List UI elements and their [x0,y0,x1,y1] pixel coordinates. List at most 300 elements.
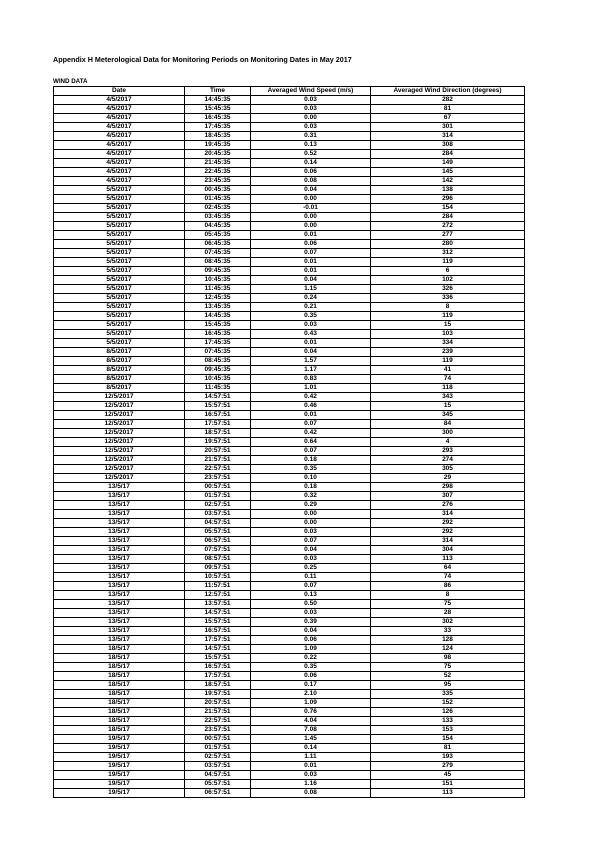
table-row [54,258,525,267]
date-cell: 13/5/17 [54,564,185,573]
table-row [54,177,525,186]
date-cell: 8/5/2017 [54,375,185,384]
wind-speed-cell: 0.07 [251,537,371,546]
wind-speed-cell: 0.07 [251,447,371,456]
wind-speed-cell: 1.11 [251,753,371,762]
table-row [54,663,525,672]
wind-speed-cell: 0.29 [251,501,371,510]
wind-direction-cell: 102 [371,276,525,285]
table-row [54,789,525,798]
wind-speed-cell: 0.03 [251,555,371,564]
table-row [54,681,525,690]
table-row [54,429,525,438]
date-cell: 5/5/2017 [54,312,185,321]
wind-direction-cell: 296 [371,195,525,204]
wind-direction-cell: 314 [371,132,525,141]
wind-speed-cell: 0.50 [251,600,371,609]
table-row [54,402,525,411]
wind-speed-cell: 0.18 [251,456,371,465]
date-cell: 18/5/17 [54,663,185,672]
date-cell: 13/5/17 [54,483,185,492]
time-cell: 08:45:35 [185,258,251,267]
date-cell: 18/5/17 [54,717,185,726]
wind-speed-cell: 0.01 [251,339,371,348]
time-cell: 12:57:51 [185,591,251,600]
wind-direction-cell: 119 [371,357,525,366]
date-cell: 19/5/17 [54,762,185,771]
wind-speed-cell: 0.03 [251,771,371,780]
wind-speed-cell: 0.35 [251,312,371,321]
wind-direction-cell: 75 [371,600,525,609]
wind-speed-cell: 0.04 [251,276,371,285]
wind-direction-cell: 154 [371,204,525,213]
time-cell: 13:57:51 [185,600,251,609]
column-header-date: Date [54,87,185,96]
date-cell: 5/5/2017 [54,213,185,222]
date-cell: 8/5/2017 [54,348,185,357]
wind-speed-cell: 0.04 [251,186,371,195]
wind-direction-cell: 308 [371,141,525,150]
table-row [54,609,525,618]
wind-speed-cell: 0.42 [251,393,371,402]
table-row [54,132,525,141]
table-row [54,726,525,735]
time-cell: 07:57:51 [185,546,251,555]
table-row [54,303,525,312]
wind-speed-cell: 0.10 [251,474,371,483]
wind-speed-cell: 0.04 [251,348,371,357]
time-cell: 14:57:51 [185,393,251,402]
table-row [54,294,525,303]
wind-direction-cell: 277 [371,231,525,240]
date-cell: 13/5/17 [54,582,185,591]
wind-direction-cell: 336 [371,294,525,303]
wind-direction-cell: 74 [371,375,525,384]
wind-direction-cell: 307 [371,492,525,501]
time-cell: 10:57:51 [185,573,251,582]
wind-speed-cell: 0.35 [251,663,371,672]
wind-direction-cell: 305 [371,465,525,474]
table-row [54,546,525,555]
wind-speed-cell: 0.03 [251,123,371,132]
wind-speed-cell: 0.39 [251,618,371,627]
wind-direction-cell: 81 [371,744,525,753]
date-cell: 5/5/2017 [54,249,185,258]
wind-speed-cell: 0.76 [251,708,371,717]
date-cell: 4/5/2017 [54,123,185,132]
table-row [54,744,525,753]
wind-direction-cell: 138 [371,186,525,195]
wind-speed-cell: 0.06 [251,672,371,681]
date-cell: 18/5/17 [54,681,185,690]
table-row [54,276,525,285]
wind-speed-cell: 0.07 [251,420,371,429]
time-cell: 10:45:35 [185,276,251,285]
table-row [54,753,525,762]
table-row [54,384,525,393]
wind-speed-cell: 0.06 [251,636,371,645]
date-cell: 4/5/2017 [54,105,185,114]
wind-direction-cell: 81 [371,105,525,114]
time-cell: 09:57:51 [185,564,251,573]
table-row [54,654,525,663]
table-row [54,357,525,366]
table-row [54,573,525,582]
wind-direction-cell: 300 [371,429,525,438]
date-cell: 5/5/2017 [54,186,185,195]
wind-direction-cell: 128 [371,636,525,645]
table-row [54,465,525,474]
wind-direction-cell: 154 [371,735,525,744]
wind-direction-cell: 298 [371,483,525,492]
time-cell: 08:45:35 [185,357,251,366]
time-cell: 17:57:51 [185,672,251,681]
wind-direction-cell: 314 [371,537,525,546]
time-cell: 17:45:35 [185,123,251,132]
date-cell: 4/5/2017 [54,150,185,159]
time-cell: 19:57:51 [185,438,251,447]
date-cell: 18/5/17 [54,708,185,717]
wind-speed-cell: 0.42 [251,429,371,438]
wind-direction-cell: 84 [371,420,525,429]
wind-direction-cell: 292 [371,528,525,537]
time-cell: 15:57:51 [185,618,251,627]
table-row [54,690,525,699]
wind-speed-cell: 0.00 [251,213,371,222]
wind-direction-cell: 301 [371,123,525,132]
time-cell: 04:57:51 [185,519,251,528]
time-cell: 21:57:51 [185,456,251,465]
wind-direction-cell: 33 [371,627,525,636]
table-row [54,519,525,528]
table-row [54,159,525,168]
time-cell: 04:57:51 [185,771,251,780]
time-cell: 12:45:35 [185,294,251,303]
wind-direction-cell: 64 [371,564,525,573]
time-cell: 05:45:35 [185,231,251,240]
wind-direction-cell: 6 [371,267,525,276]
wind-direction-cell: 15 [371,402,525,411]
wind-direction-cell: 142 [371,177,525,186]
wind-speed-cell: 0.22 [251,654,371,663]
time-cell: 17:57:51 [185,420,251,429]
table-header-row [54,87,525,96]
table-row [54,249,525,258]
time-cell: 14:57:51 [185,609,251,618]
wind-direction-cell: 98 [371,654,525,663]
table-row [54,240,525,249]
time-cell: 11:57:51 [185,582,251,591]
table-row [54,168,525,177]
time-cell: 11:45:35 [185,285,251,294]
table-row [54,285,525,294]
wind-speed-cell: 0.07 [251,249,371,258]
wind-direction-cell: 152 [371,699,525,708]
wind-direction-cell: 119 [371,258,525,267]
date-cell: 5/5/2017 [54,303,185,312]
wind-speed-cell: 0.00 [251,195,371,204]
date-cell: 19/5/17 [54,789,185,798]
date-cell: 19/5/17 [54,744,185,753]
wind-speed-cell: 0.21 [251,303,371,312]
table-row [54,312,525,321]
table-row [54,699,525,708]
wind-direction-cell: 52 [371,672,525,681]
date-cell: 19/5/17 [54,780,185,789]
date-cell: 4/5/2017 [54,177,185,186]
table-row [54,393,525,402]
table-row [54,600,525,609]
time-cell: 01:57:51 [185,492,251,501]
wind-speed-cell: 0.04 [251,627,371,636]
wind-direction-cell: 95 [371,681,525,690]
time-cell: 16:57:51 [185,411,251,420]
time-cell: 00:45:35 [185,186,251,195]
table-row [54,582,525,591]
wind-direction-cell: 124 [371,645,525,654]
table-row [54,150,525,159]
wind-direction-cell: 4 [371,438,525,447]
time-cell: 02:57:51 [185,753,251,762]
time-cell: 09:45:35 [185,267,251,276]
time-cell: 14:57:51 [185,645,251,654]
wind-direction-cell: 113 [371,789,525,798]
date-cell: 5/5/2017 [54,330,185,339]
time-cell: 01:57:51 [185,744,251,753]
date-cell: 12/5/2017 [54,474,185,483]
time-cell: 19:45:35 [185,141,251,150]
table-row [54,420,525,429]
table-row [54,411,525,420]
wind-speed-cell: 0.46 [251,402,371,411]
wind-speed-cell: 7.08 [251,726,371,735]
table-row [54,528,525,537]
section-label: WIND DATA [53,78,88,85]
wind-speed-cell: 4.04 [251,717,371,726]
wind-speed-cell: 0.08 [251,177,371,186]
wind-direction-cell: 279 [371,762,525,771]
table-row [54,186,525,195]
wind-speed-cell: 0.03 [251,96,371,105]
wind-direction-cell: 74 [371,573,525,582]
wind-direction-cell: 284 [371,150,525,159]
wind-direction-cell: 314 [371,510,525,519]
date-cell: 12/5/2017 [54,420,185,429]
table-row [54,321,525,330]
wind-speed-cell: 0.32 [251,492,371,501]
time-cell: 06:57:51 [185,789,251,798]
date-cell: 13/5/17 [54,636,185,645]
time-cell: 16:45:35 [185,330,251,339]
table-row [54,537,525,546]
time-cell: 05:57:51 [185,528,251,537]
table-row [54,483,525,492]
time-cell: 10:45:35 [185,375,251,384]
date-cell: 18/5/17 [54,672,185,681]
wind-direction-cell: 145 [371,168,525,177]
date-cell: 13/5/17 [54,537,185,546]
wind-direction-cell: 334 [371,339,525,348]
date-cell: 5/5/2017 [54,240,185,249]
wind-direction-cell: 15 [371,321,525,330]
wind-direction-cell: 45 [371,771,525,780]
time-cell: 23:57:51 [185,726,251,735]
time-cell: 00:57:51 [185,735,251,744]
date-cell: 18/5/17 [54,645,185,654]
date-cell: 5/5/2017 [54,195,185,204]
date-cell: 12/5/2017 [54,393,185,402]
time-cell: 22:57:51 [185,717,251,726]
wind-speed-cell: 0.07 [251,582,371,591]
page-title: Appendix H Meterological Data for Monitoring Periods on Monitoring Dates in May 2017 [53,55,352,64]
wind-direction-cell: 126 [371,708,525,717]
date-cell: 5/5/2017 [54,204,185,213]
wind-direction-cell: 103 [371,330,525,339]
date-cell: 13/5/17 [54,519,185,528]
date-cell: 8/5/2017 [54,357,185,366]
date-cell: 12/5/2017 [54,402,185,411]
wind-speed-cell: 0.13 [251,141,371,150]
time-cell: 22:45:35 [185,168,251,177]
column-header-time: Time [185,87,251,96]
wind-direction-cell: 239 [371,348,525,357]
table-row [54,780,525,789]
wind-speed-cell: 0.52 [251,150,371,159]
time-cell: 09:45:35 [185,366,251,375]
table-row [54,339,525,348]
wind-speed-cell: 0.43 [251,330,371,339]
wind-direction-cell: 133 [371,717,525,726]
wind-direction-cell: 86 [371,582,525,591]
table-row [54,114,525,123]
date-cell: 12/5/2017 [54,465,185,474]
wind-speed-cell: 0.00 [251,114,371,123]
wind-speed-cell: 0.24 [251,294,371,303]
table-row [54,645,525,654]
wind-speed-cell: 0.04 [251,546,371,555]
date-cell: 19/5/17 [54,753,185,762]
table-row [54,123,525,132]
time-cell: 14:45:35 [185,312,251,321]
wind-speed-cell: 0.64 [251,438,371,447]
date-cell: 13/5/17 [54,609,185,618]
table-row [54,771,525,780]
wind-speed-cell: 1.45 [251,735,371,744]
table-row [54,555,525,564]
wind-direction-cell: 293 [371,447,525,456]
wind-speed-cell: 0.01 [251,258,371,267]
date-cell: 12/5/2017 [54,429,185,438]
time-cell: 17:57:51 [185,636,251,645]
table-row [54,717,525,726]
wind-direction-cell: 118 [371,384,525,393]
wind-speed-cell: 0.83 [251,375,371,384]
time-cell: 16:57:51 [185,663,251,672]
time-cell: 00:57:51 [185,483,251,492]
table-row [54,213,525,222]
table-row [54,636,525,645]
date-cell: 13/5/17 [54,492,185,501]
date-cell: 13/5/17 [54,555,185,564]
table-row [54,735,525,744]
wind-direction-cell: 8 [371,303,525,312]
table-row [54,348,525,357]
wind-speed-cell: 0.00 [251,222,371,231]
wind-direction-cell: 29 [371,474,525,483]
wind-direction-cell: 304 [371,546,525,555]
time-cell: 15:45:35 [185,321,251,330]
table-row [54,375,525,384]
wind-direction-cell: 326 [371,285,525,294]
date-cell: 13/5/17 [54,618,185,627]
time-cell: 21:45:35 [185,159,251,168]
table-row [54,510,525,519]
time-cell: 07:45:35 [185,348,251,357]
table-body [54,96,525,798]
date-cell: 5/5/2017 [54,276,185,285]
date-cell: 4/5/2017 [54,132,185,141]
time-cell: 22:57:51 [185,465,251,474]
table-row [54,366,525,375]
column-header-wind-speed: Averaged Wind Speed (m/s) [251,87,371,96]
time-cell: 20:45:35 [185,150,251,159]
date-cell: 4/5/2017 [54,159,185,168]
wind-direction-cell: 8 [371,591,525,600]
time-cell: 06:57:51 [185,537,251,546]
time-cell: 03:57:51 [185,762,251,771]
wind-speed-cell: 0.25 [251,564,371,573]
column-header-wind-direction: Averaged Wind Direction (degrees) [371,87,525,96]
date-cell: 5/5/2017 [54,267,185,276]
wind-direction-cell: 312 [371,249,525,258]
wind-speed-cell: -0.01 [251,204,371,213]
date-cell: 19/5/17 [54,735,185,744]
table-row [54,438,525,447]
wind-speed-cell: 0.14 [251,744,371,753]
date-cell: 18/5/17 [54,654,185,663]
wind-direction-cell: 28 [371,609,525,618]
date-cell: 13/5/17 [54,600,185,609]
table-row [54,762,525,771]
time-cell: 04:45:35 [185,222,251,231]
date-cell: 13/5/17 [54,573,185,582]
date-cell: 8/5/2017 [54,366,185,375]
time-cell: 20:57:51 [185,699,251,708]
table-row [54,501,525,510]
wind-direction-cell: 67 [371,114,525,123]
wind-speed-cell: 0.08 [251,789,371,798]
time-cell: 03:57:51 [185,510,251,519]
table-row [54,105,525,114]
time-cell: 18:57:51 [185,429,251,438]
wind-direction-cell: 284 [371,213,525,222]
table-row [54,627,525,636]
date-cell: 13/5/17 [54,546,185,555]
wind-speed-cell: 0.06 [251,240,371,249]
wind-direction-cell: 75 [371,663,525,672]
date-cell: 12/5/2017 [54,438,185,447]
wind-speed-cell: 0.03 [251,528,371,537]
table-row [54,195,525,204]
wind-direction-cell: 292 [371,519,525,528]
time-cell: 18:45:35 [185,132,251,141]
wind-speed-cell: 1.57 [251,357,371,366]
date-cell: 12/5/2017 [54,411,185,420]
wind-direction-cell: 276 [371,501,525,510]
date-cell: 4/5/2017 [54,168,185,177]
wind-speed-cell: 0.03 [251,609,371,618]
time-cell: 15:57:51 [185,654,251,663]
